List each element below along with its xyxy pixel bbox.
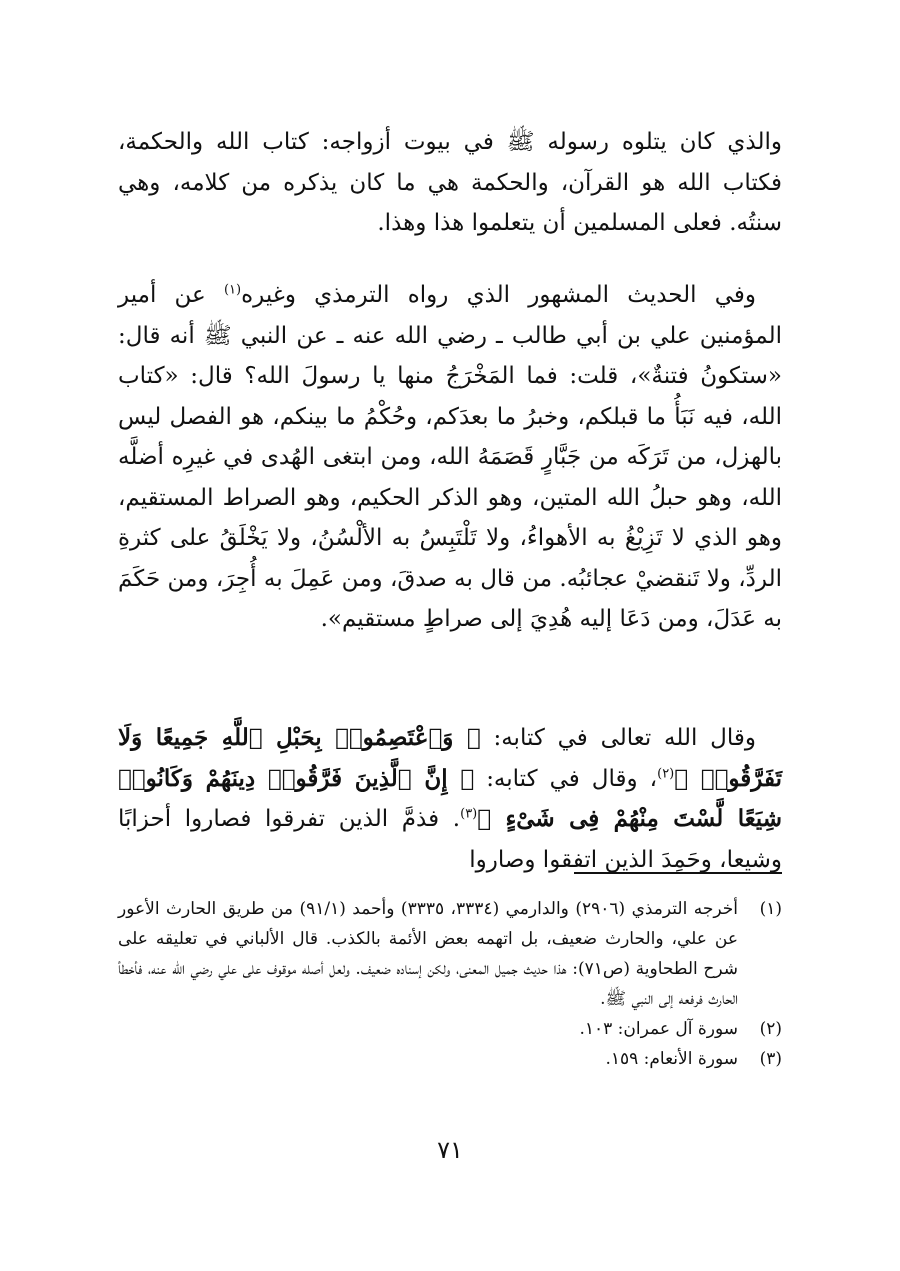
paragraph-2	[118, 275, 782, 640]
footnote-separator	[574, 872, 782, 874]
paragraph-3-text	[118, 718, 782, 880]
paragraph-3-sep-2: .	[452, 806, 461, 832]
footnote-number: (٣)	[759, 1049, 782, 1069]
footnote-ref-3[interactable]: (٣)	[460, 806, 478, 822]
paragraph-3	[118, 718, 782, 880]
footnote-1	[118, 894, 782, 1014]
footnotes	[118, 894, 782, 1074]
footnote-text: سورة الأنعام: ١٥٩.	[605, 1049, 738, 1069]
paragraph-3-intro-2: وقال في كتابه:	[486, 765, 638, 792]
paragraph-3-intro-1: وقال الله تعالى في كتابه:	[493, 725, 757, 751]
paragraph-2-text	[118, 275, 782, 640]
footnote-ref-2[interactable]: (٢)	[657, 765, 675, 781]
paragraph-3-closing: فذمَّ الذين تفرقوا فصاروا أحزابًا وشيعا، وحَمِدَ الذين اتفقوا وصاروا	[118, 806, 782, 873]
footnote-number: (١)	[759, 899, 782, 919]
page-number: ٧١	[437, 1136, 463, 1164]
paragraph-1-text: والذي كان يتلوه رسوله ﷺ في بيوت أزواجه: كتاب الله والحكمة، فكتاب الله هو القرآن، والحكمة هي ما كان يذكره من كلامه، وهي سنتُه. فعلى المسلمين أن يتعلموا هذا وهذا.	[118, 129, 782, 236]
footnote-number: (٢)	[759, 1019, 782, 1039]
footnote-2	[118, 1014, 782, 1044]
quran-verse-2: ﴿ إِنَّ ٱلَّذِينَ فَرَّقُوا۟ دِينَهُمْ وَكَانُوا۟ شِيَعًا لَّسْتَ مِنْهُمْ فِى شَىْءٍ ﴾	[118, 764, 783, 832]
paragraph-2-body: عن أمير المؤمنين علي بن أبي طالب ـ رضي الله عنه ـ عن النبي ﷺ أنه قال: «ستكونُ فتنةٌ»، قلت: فما المَخْرَجُ منها يا رسولَ الله؟ قال: «كتاب الله، فيه نَبَأُ ما قبلكم، وخبرُ ما بعدَكم، وحُكْمُ ما بينكم، هو الفصل ليس بالهزل، من تَرَكَه من جَبَّارٍ قَصَمَهُ الله، ومن ابتغى الهُدى في غيرِه أضلَّه الله، وهو حبلُ الله المتين، وهو الذكر الحكيم، وهو الصراط المستقيم، وهو الذي لا تَزِيْغُ به الأهواءُ، ولا تَلْتَبِسُ به الألْسُنُ، ولا يَخْلَقُ على كثرةِ الردِّ، ولا تَنقضيْ عجائبُه. من قال به صدقَ، ومن عَمِلَ به أُجِرَ، ومن حَكَمَ به عَدَلَ، ومن دَعَا إليه هُدِيَ إلى صراطٍ مستقيم».	[118, 282, 782, 632]
paragraph-1	[118, 122, 782, 244]
footnote-text: سورة آل عمران: ١٠٣.	[579, 1019, 738, 1039]
quran-verse-1: ﴿ وَٱعْتَصِمُوا۟ بِحَبْلِ ٱللَّهِ جَمِيعًا وَلَا تَفَرَّقُوا۟ ﴾	[118, 724, 782, 792]
footnote-ref-1[interactable]: (١)	[223, 282, 242, 298]
footnote-3	[118, 1044, 782, 1074]
paragraph-3-sep-1: ،	[649, 765, 658, 792]
paragraph-2-lead: وفي الحديث المشهور الذي رواه الترمذي وغيره	[241, 282, 756, 308]
footnote-text: أخرجه الترمذي (٢٩٠٦) والدارمي (٣٣٣٤، ٣٣٣٥) وأحمد (٩١/١) من طريق الحارث الأعور عن علي، والحارث ضعيف، بل اتهمه بعض الأئمة بالكذب. قال الألباني في تعليقه على شرح الطحاوية (ص٧١): هذا حديث جميل المعنى، ولكن إسناده ضعيف. ولعل أصله موقوف على علي رضي الله عنه، فأخطأ الحارث فرفعه إلى النبي ﷺ.	[118, 899, 738, 1009]
